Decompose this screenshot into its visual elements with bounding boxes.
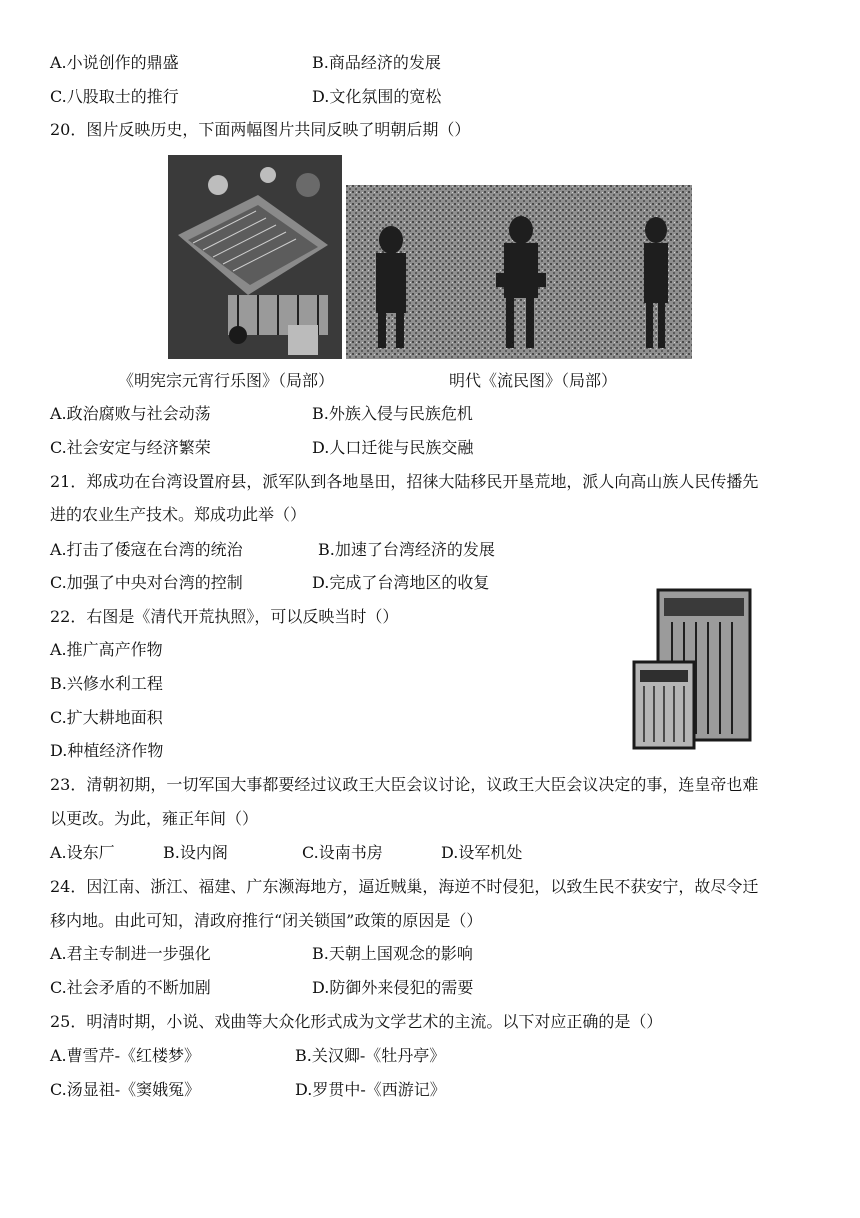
q25-option-b: B.关汉卿-《牡丹亭》: [295, 1046, 446, 1065]
q22-stem: 22．右图是《清代开荒执照》，可以反映当时（）: [50, 607, 399, 626]
yuanxiao-painting-image: [168, 155, 342, 359]
q19-option-c: C.八股取士的推行: [50, 87, 179, 106]
q25-option-a: A.曹雪芹-《红楼梦》: [50, 1046, 201, 1065]
q21-option-d: D.完成了台湾地区的收复: [312, 573, 490, 592]
q23-option-a: A.设东厂: [50, 843, 115, 862]
q24-option-b: B.天朝上国观念的影响: [312, 944, 473, 963]
liumin-painting-image: [346, 185, 692, 359]
q24-option-a: A.君主专制进一步强化: [50, 944, 211, 963]
q23-option-c: C.设南书房: [302, 843, 383, 862]
q23-option-d: D.设军机处: [441, 843, 523, 862]
q22-option-a: A.推广高产作物: [50, 640, 163, 659]
q21-option-c: C.加强了中央对台湾的控制: [50, 573, 243, 592]
kaihuang-license-image: [632, 586, 754, 750]
q21-stem-line2: 进的农业生产技术。郑成功此举（）: [50, 505, 307, 524]
q20-caption-left: 《明宪宗元宵行乐图》（局部）: [118, 371, 335, 390]
q20-option-a: A.政治腐败与社会动荡: [50, 404, 211, 423]
q22-option-b: B.兴修水利工程: [50, 674, 163, 693]
q24-option-c: C.社会矛盾的不断加剧: [50, 978, 211, 997]
q22-option-d: D.种植经济作物: [50, 741, 164, 760]
q19-option-a: A.小说创作的鼎盛: [50, 53, 179, 72]
q20-stem: 20．图片反映历史，下面两幅图片共同反映了明朝后期（）: [50, 120, 471, 139]
q21-option-a: A.打击了倭寇在台湾的统治: [50, 540, 243, 559]
q20-caption-right: 明代《流民图》（局部）: [449, 371, 618, 390]
q19-option-d: D.文化氛围的宽松: [312, 87, 442, 106]
q21-option-b: B.加速了台湾经济的发展: [318, 540, 495, 559]
q23-stem-line1: 23．清朝初期，一切军国大事都要经过议政王大臣会议讨论，议政王大臣会议决定的事，连皇帝也难: [50, 775, 759, 794]
q23-option-b: B.设内阁: [163, 843, 228, 862]
q22-option-c: C.扩大耕地面积: [50, 708, 163, 727]
q25-option-d: D.罗贯中-《西游记》: [295, 1080, 446, 1099]
q24-option-d: D.防御外来侵犯的需要: [312, 978, 474, 997]
q23-stem-line2: 以更改。为此，雍正年间（）: [50, 809, 259, 828]
q21-stem-line1: 21．郑成功在台湾设置府县，派军队到各地垦田，招徕大陆移民开垦荒地，派人向高山族人民传播先: [50, 472, 759, 491]
q25-stem: 25．明清时期，小说、戏曲等大众化形式成为文学艺术的主流。以下对应正确的是（）: [50, 1012, 663, 1031]
q24-stem-line2: 移内地。由此可知，清政府推行“闭关锁国”政策的原因是（）: [50, 911, 483, 930]
q19-option-b: B.商品经济的发展: [312, 53, 441, 72]
q24-stem-line1: 24．因江南、浙江、福建、广东濒海地方，逼近贼巢，海逆不时侵犯，以致生民不获安宁，故尽令迁: [50, 877, 759, 896]
license-document-illustration: [632, 586, 754, 750]
q20-option-c: C.社会安定与经济繁荣: [50, 438, 211, 457]
refugees-scene-illustration: [346, 185, 692, 359]
q20-option-d: D.人口迁徙与民族交融: [312, 438, 474, 457]
palace-scene-illustration: [168, 155, 342, 359]
q25-option-c: C.汤显祖-《窦娥冤》: [50, 1080, 201, 1099]
q20-option-b: B.外族入侵与民族危机: [312, 404, 473, 423]
